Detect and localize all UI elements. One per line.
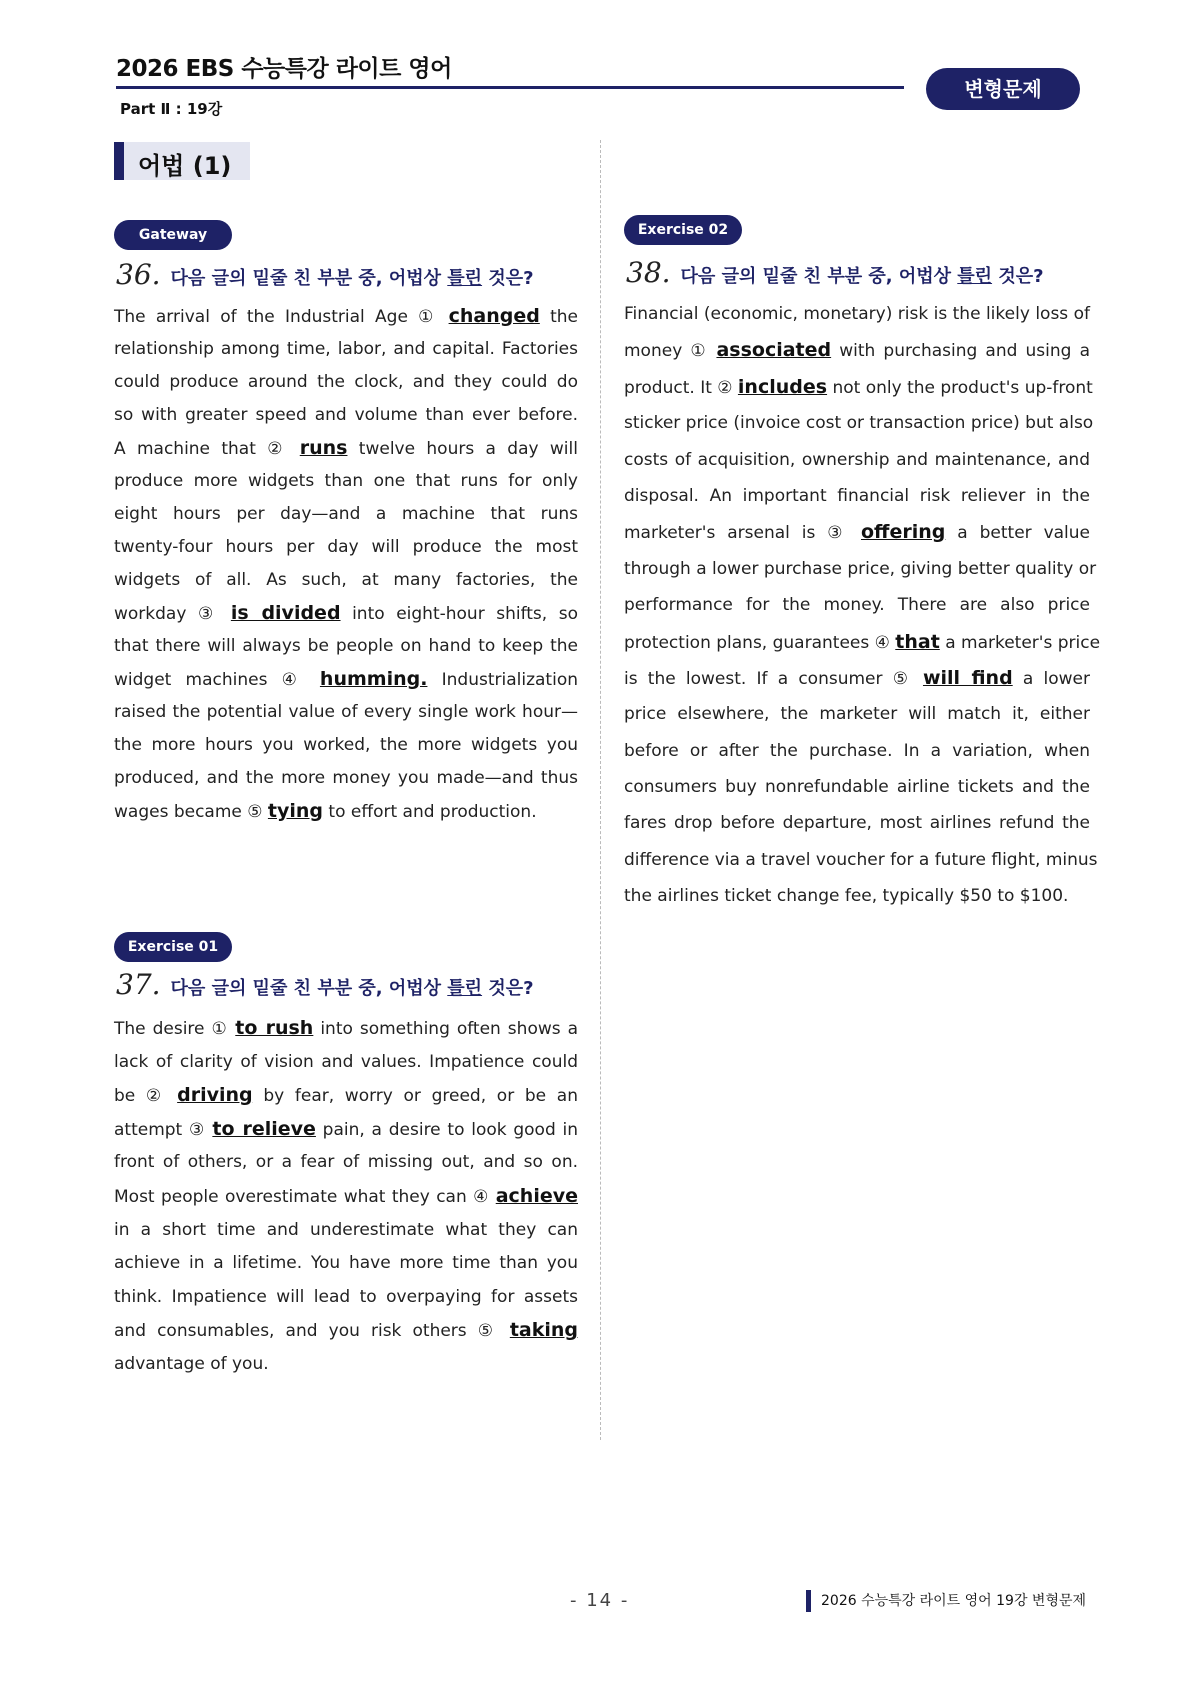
passage-line <box>624 332 1090 368</box>
passage-line <box>624 551 1097 587</box>
passage-text: The desire ① <box>114 1019 236 1039</box>
underlined-option: that <box>895 630 940 653</box>
passage-text: Most people overestimate what they can ④ <box>114 1186 496 1207</box>
passage-text: to effort and production. <box>323 802 537 822</box>
passage-line <box>624 696 1090 732</box>
passage-text: protection plans, guarantees ④ <box>624 632 896 653</box>
passage-text: eight hours per day—and a machine that runs <box>114 504 578 524</box>
underlined-option: tying <box>267 800 324 822</box>
passage-text: so with greater speed and volume than ever before. <box>114 405 578 425</box>
q38-stem: 다음 글의 밑줄 친 부분 중, 어법상 틀린 것은? <box>680 266 1044 287</box>
passage-line <box>624 369 1093 405</box>
passage-text: a marketer's price <box>939 632 1101 653</box>
passage-line <box>624 878 1090 914</box>
section-heading <box>114 142 250 180</box>
passage-line <box>114 1079 578 1113</box>
passage-text: produced, and the more money you made—and thus <box>114 768 578 788</box>
passage-line <box>624 587 1090 623</box>
q37-heading <box>116 968 534 1001</box>
passage-text: could produce around the clock, and they could do <box>114 372 578 392</box>
q38-heading <box>626 256 1044 289</box>
passage-text: attempt ③ <box>114 1119 213 1140</box>
underlined-option: humming. <box>319 668 428 690</box>
passage-line <box>114 1146 578 1180</box>
passage-text: relationship among time, labor, and capital. Factories <box>114 339 578 359</box>
underlined-option: taking <box>509 1319 578 1342</box>
passage-text: Financial (economic, monetary) risk is the likely loss of <box>624 304 1090 324</box>
passage-line <box>114 300 578 333</box>
passage-text: and consumables, and you risk others ⑤ <box>114 1321 510 1342</box>
passage-text: through a lower purchase price, giving better quality or <box>624 558 1097 579</box>
passage-line <box>624 514 1090 550</box>
underlined-option: runs <box>299 437 348 459</box>
passage-text: think. Impatience will lead to overpaying for assets <box>114 1286 578 1307</box>
passage-line <box>114 729 578 762</box>
passage-text: the <box>539 307 578 327</box>
column-divider <box>600 140 601 1440</box>
passage-text: by fear, worry or greed, or be an <box>252 1086 578 1107</box>
section-heading-bar <box>114 142 124 180</box>
q38-number: 38. <box>626 256 671 289</box>
passage-text: produce more widgets than one that runs for only <box>114 471 578 491</box>
passage-text: the more hours you worked, the more widgets you <box>114 735 578 755</box>
passage-text: consumers buy nonrefundable airline tickets and the <box>624 777 1090 798</box>
passage-line <box>114 531 578 564</box>
q37-passage <box>114 1012 578 1382</box>
passage-line <box>624 624 1101 660</box>
passage-text: A machine that ② <box>114 439 300 459</box>
passage-line <box>114 399 578 432</box>
passage-text: twelve hours a day will <box>347 439 578 459</box>
passage-text: be ② <box>114 1086 178 1107</box>
passage-text: money ① <box>624 341 717 362</box>
passage-text: with purchasing and using a <box>831 341 1090 362</box>
underlined-option: is divided <box>230 602 341 624</box>
q38-passage <box>624 296 1101 915</box>
passage-text: a lower <box>1012 668 1090 689</box>
passage-line <box>114 696 578 729</box>
passage-text: into eight-hour shifts, so <box>340 604 578 624</box>
passage-text: pain, a desire to look good in <box>315 1119 579 1140</box>
underlined-option: offering <box>861 521 946 544</box>
q36-heading <box>116 258 534 291</box>
passage-line <box>114 333 578 366</box>
q36-stem: 다음 글의 밑줄 친 부분 중, 어법상 틀린 것은? <box>170 268 534 289</box>
underlined-option: to rush <box>235 1017 314 1039</box>
passage-text: not only the product's up-front <box>827 377 1093 398</box>
passage-line <box>114 1314 578 1348</box>
q38-tag: Exercise 02 <box>624 215 742 245</box>
passage-text: difference via a travel voucher for a future flight, minus <box>624 849 1098 870</box>
passage-text: lack of clarity of vision and values. Impatience could <box>114 1051 578 1072</box>
passage-text: marketer's arsenal is ③ <box>624 523 861 544</box>
passage-line <box>114 465 578 498</box>
passage-text: wages became ⑤ <box>114 802 268 822</box>
underlined-option: changed <box>448 305 540 327</box>
passage-text: a better value <box>945 523 1091 544</box>
passage-text: is the lowest. If a consumer ⑤ <box>624 668 923 689</box>
passage-line <box>114 1180 578 1214</box>
passage-text: that there will always be people on hand to keep the <box>114 636 578 656</box>
passage-line <box>114 1214 578 1248</box>
passage-line <box>114 1012 578 1046</box>
passage-text: achieve in a lifetime. You have more time than you <box>114 1253 578 1274</box>
passage-text: performance for the money. There are also price <box>624 595 1090 616</box>
passage-text: before or after the purchase. In a variation, when <box>624 740 1090 761</box>
passage-text: the airlines ticket change fee, typically $50 to $100. <box>624 886 1069 907</box>
q37-stem: 다음 글의 밑줄 친 부분 중, 어법상 틀린 것은? <box>170 978 534 999</box>
passage-text: costs of acquisition, ownership and maintenance, and <box>624 449 1090 470</box>
passage-line <box>114 564 578 597</box>
underlined-option: achieve <box>495 1184 578 1207</box>
underlined-option: includes <box>737 375 828 398</box>
underlined-option: driving <box>177 1084 253 1107</box>
passage-line <box>114 366 578 399</box>
passage-line <box>624 660 1090 696</box>
q36-passage <box>114 300 578 828</box>
passage-text: raised the potential value of every single work hour— <box>114 702 578 722</box>
passage-text: front of others, or a fear of missing out, and so on. <box>114 1152 578 1173</box>
passage-line <box>624 405 1094 441</box>
section-heading-text: 어법 (1) <box>138 152 232 180</box>
passage-line <box>624 733 1090 769</box>
passage-line <box>624 442 1090 478</box>
passage-text: in a short time and underestimate what they can <box>114 1219 578 1240</box>
variant-badge: 변형문제 <box>926 68 1080 110</box>
passage-line <box>114 1348 578 1382</box>
header-rule <box>116 86 904 89</box>
q36-number: 36. <box>116 258 161 291</box>
passage-text: Industrialization <box>427 670 579 690</box>
passage-line <box>114 1247 578 1281</box>
passage-line <box>624 296 1090 332</box>
passage-line <box>114 795 578 828</box>
part-subtitle: Part Ⅱ : 19강 <box>120 100 223 118</box>
passage-line <box>624 769 1090 805</box>
passage-line <box>114 1113 578 1147</box>
passage-text: price elsewhere, the marketer will match it, either <box>624 704 1090 725</box>
passage-line <box>114 762 578 795</box>
passage-line <box>114 597 578 630</box>
page-number: - 14 - <box>570 1590 630 1611</box>
passage-text: widget machines ④ <box>114 670 320 690</box>
passage-text: disposal. An important financial risk reliever in the <box>624 485 1090 506</box>
passage-text: workday ③ <box>114 604 231 624</box>
underlined-option: to relieve <box>212 1117 316 1140</box>
passage-line <box>114 1046 578 1080</box>
passage-text: sticker price (invoice cost or transaction price) but also <box>624 413 1094 434</box>
passage-text: advantage of you. <box>114 1353 269 1374</box>
q37-number: 37. <box>116 968 161 1001</box>
passage-line <box>624 842 1098 878</box>
passage-line <box>624 805 1090 841</box>
passage-text: The arrival of the Industrial Age ① <box>114 307 449 327</box>
passage-line <box>114 1281 578 1315</box>
underlined-option: will find <box>922 666 1013 689</box>
passage-line <box>114 432 578 465</box>
passage-text: widgets of all. As such, at many factories, the <box>114 570 578 590</box>
passage-line <box>114 498 578 531</box>
passage-text: fares drop before departure, most airlines refund the <box>624 813 1090 834</box>
q36-tag: Gateway <box>114 220 232 250</box>
passage-text: into something often shows a <box>313 1019 578 1039</box>
q37-tag: Exercise 01 <box>114 932 232 962</box>
passage-line <box>624 478 1090 514</box>
passage-line <box>114 630 578 663</box>
passage-text: twenty-four hours per day will produce the most <box>114 537 578 557</box>
passage-text: product. It ② <box>624 377 738 398</box>
passage-line <box>114 663 578 696</box>
footer-label: 2026 수능특강 라이트 영어 19강 변형문제 <box>806 1590 1086 1612</box>
document-title: 2026 EBS 수능특강 라이트 영어 <box>116 56 452 82</box>
underlined-option: associated <box>716 339 832 362</box>
